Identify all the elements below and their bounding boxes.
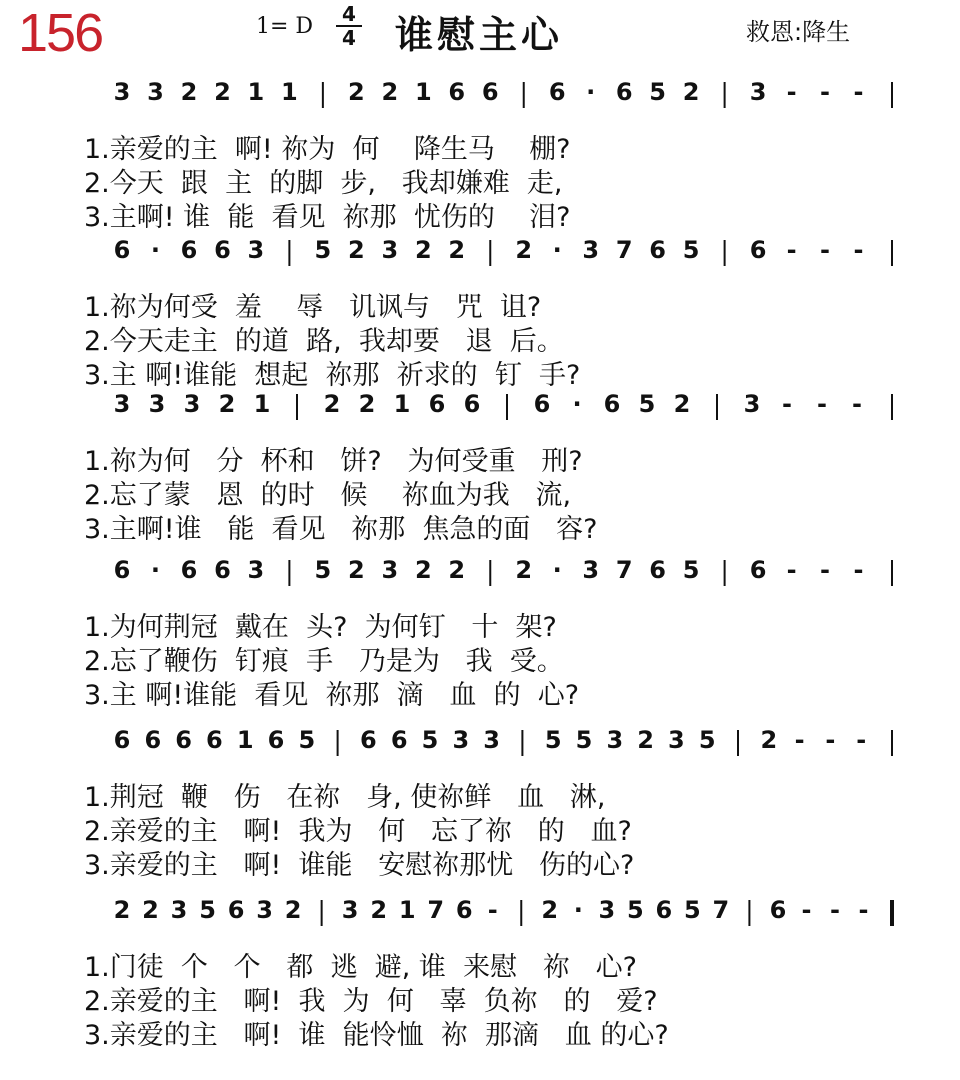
note: - — [794, 726, 805, 754]
note: 1 — [281, 78, 298, 106]
note: 5 — [421, 726, 439, 754]
note: 6 — [180, 556, 198, 584]
note: - — [856, 726, 867, 754]
note: 6 — [267, 726, 285, 754]
note: 2 — [682, 78, 700, 106]
note: - — [829, 896, 840, 924]
note: 7 — [712, 896, 730, 924]
note: 3 — [113, 390, 131, 418]
note: 6 — [749, 556, 767, 584]
note: 6 — [455, 896, 473, 924]
hymn-number: 156 — [18, 3, 103, 63]
note: 6 — [214, 236, 231, 264]
note: 2 — [541, 896, 559, 924]
note: 1 — [398, 896, 416, 924]
lyric-line: 1.荆冠 鞭 伤 在祢 身, 使祢鲜 血 淋, — [84, 782, 606, 813]
note: 3 — [247, 556, 265, 584]
note: 5 — [314, 236, 332, 264]
note: 6 — [769, 896, 787, 924]
note: - — [820, 236, 831, 264]
note: 3 — [381, 556, 399, 584]
note: 7 — [615, 556, 633, 584]
note: 3 — [743, 390, 761, 418]
note: 6 — [113, 726, 131, 754]
note: - — [782, 390, 792, 418]
note: - — [817, 390, 827, 418]
note: 2 — [347, 236, 365, 264]
note: 5 — [682, 236, 700, 264]
lyric-line: 2.亲爱的主 啊! 我 为 何 辜 负祢 的 爱? — [84, 986, 658, 1017]
lyric-line: 1.门徒 个 个 都 逃 避, 谁 来慰 祢 心? — [84, 952, 637, 983]
note: · — [552, 556, 562, 584]
note: 2 — [515, 556, 533, 584]
note: 6 — [749, 236, 767, 264]
note: 6 — [649, 236, 667, 264]
note: - — [853, 556, 864, 584]
note: 3 — [148, 390, 166, 418]
note: 3 — [606, 726, 624, 754]
lyric-line: 3.主啊!谁 能 看见 祢那 焦急的面 容? — [84, 514, 598, 545]
note: 1 — [393, 390, 411, 418]
note: 5 — [649, 78, 667, 106]
note: 3 — [668, 726, 685, 754]
note: - — [786, 236, 797, 264]
note: 2 — [180, 78, 198, 106]
lyric-line: 2.忘了蒙 恩 的时 候 祢血为我 流, — [84, 480, 572, 511]
note: 5 — [698, 726, 716, 754]
note: 6 — [214, 556, 231, 584]
note: 3 — [582, 236, 600, 264]
note: 5 — [199, 896, 216, 924]
note: 3 — [341, 896, 359, 924]
note: - — [853, 236, 864, 264]
note: - — [825, 726, 836, 754]
note: 3 — [381, 236, 399, 264]
note: 3 — [113, 78, 131, 106]
note: 6 — [533, 390, 551, 418]
note: 6 — [548, 78, 566, 106]
note: 2 — [637, 726, 654, 754]
note: 1 — [236, 726, 254, 754]
lyric-line: 2.今天 跟 主 的脚 步, 我却嫌难 走, — [84, 168, 563, 199]
note: 2 — [673, 390, 691, 418]
note: · — [150, 556, 161, 584]
lyric-line: 3.亲爱的主 啊! 谁能 安慰祢那忧 伤的心? — [84, 850, 635, 881]
lyric-line: 1.祢为何受 羞 辱 讥讽与 咒 诅? — [84, 292, 542, 323]
note: · — [572, 390, 582, 418]
note: 3 — [183, 390, 201, 418]
note: 6 — [180, 236, 198, 264]
note: - — [852, 390, 862, 418]
note: - — [820, 556, 831, 584]
note: 3 — [452, 726, 470, 754]
note: 1 — [414, 78, 432, 106]
note: 2 — [113, 896, 131, 924]
note: - — [786, 556, 797, 584]
note: 6 — [428, 390, 446, 418]
note: 6 — [655, 896, 673, 924]
note: 2 — [218, 390, 236, 418]
note: 2 — [414, 236, 432, 264]
note: 3 — [582, 556, 600, 584]
note: 2 — [760, 726, 778, 754]
note: 6 — [448, 78, 466, 106]
note: 6 — [175, 726, 192, 754]
note: 1 — [253, 390, 271, 418]
note: 7 — [615, 236, 633, 264]
note: 2 — [370, 896, 388, 924]
lyric-line: 3.主 啊!谁能 看见 祢那 滴 血 的 心? — [84, 680, 580, 711]
note: 2 — [358, 390, 376, 418]
note: 2 — [515, 236, 533, 264]
note: 5 — [298, 726, 316, 754]
note: 5 — [638, 390, 656, 418]
note: 5 — [682, 556, 700, 584]
note: 6 — [463, 390, 481, 418]
note: - — [820, 78, 831, 106]
note: 3 — [170, 896, 188, 924]
note: 6 — [113, 556, 131, 584]
note: 2 — [214, 78, 231, 106]
lyric-line: 1.为何荆冠 戴在 头? 为何钉 十 架? — [84, 612, 557, 643]
note: 2 — [414, 556, 432, 584]
note: 1 — [247, 78, 265, 106]
note: 6 — [227, 896, 245, 924]
hymn-title: 谁慰主心 — [395, 13, 564, 57]
hymn-author: 救恩:降生 — [746, 18, 851, 46]
note: 3 — [247, 236, 265, 264]
note: 2 — [448, 556, 466, 584]
note: 3 — [749, 78, 767, 106]
note: - — [853, 78, 864, 106]
lyric-line: 1.亲爱的主 啊! 祢为 何 降生马 棚? — [84, 134, 571, 165]
note: 5 — [314, 556, 332, 584]
note: 6 — [390, 726, 408, 754]
note: 6 — [615, 78, 633, 106]
note: 3 — [256, 896, 273, 924]
lyric-line: 3.主 啊!谁能 想起 祢那 祈求的 钉 手? — [84, 360, 581, 391]
lyric-line: 2.亲爱的主 啊! 我为 何 忘了祢 的 血? — [84, 816, 632, 847]
note: 5 — [575, 726, 593, 754]
note: 6 — [144, 726, 162, 754]
lyric-line: 2.今天走主 的道 路, 我却要 退 后。 — [84, 326, 564, 357]
note: 2 — [142, 896, 159, 924]
note: 5 — [544, 726, 562, 754]
note: 6 — [481, 78, 499, 106]
note: 3 — [598, 896, 616, 924]
note: 6 — [649, 556, 667, 584]
note: 5 — [684, 896, 701, 924]
note: · — [150, 236, 161, 264]
note: 3 — [483, 726, 500, 754]
note: - — [487, 896, 498, 924]
note: 2 — [347, 78, 365, 106]
note: 2 — [381, 78, 399, 106]
note: 6 — [603, 390, 621, 418]
note: · — [573, 896, 583, 924]
note: - — [858, 896, 869, 924]
note: 2 — [448, 236, 466, 264]
note: 3 — [147, 78, 164, 106]
meter-top: 4 — [342, 2, 356, 26]
key-signature: 1= D — [256, 14, 314, 39]
note: · — [586, 78, 596, 106]
meter-bottom: 4 — [342, 26, 356, 50]
note: 6 — [360, 726, 377, 754]
note: 2 — [284, 896, 302, 924]
note: 7 — [427, 896, 445, 924]
lyric-line: 3.主啊! 谁 能 看见 祢那 忧伤的 泪? — [84, 202, 571, 233]
note: - — [801, 896, 812, 924]
note: 6 — [113, 236, 131, 264]
note: · — [552, 236, 562, 264]
note: 2 — [323, 390, 341, 418]
note: 2 — [347, 556, 365, 584]
lyric-line: 3.亲爱的主 啊! 谁 能怜恤 祢 那滴 血 的心? — [84, 1020, 669, 1051]
note: 5 — [626, 896, 644, 924]
note: 6 — [206, 726, 223, 754]
lyric-line: 2.忘了鞭伤 钉痕 手 乃是为 我 受。 — [84, 646, 564, 677]
lyric-line: 1.祢为何 分 杯和 饼? 为何受重 刑? — [84, 446, 583, 477]
note: - — [786, 78, 797, 106]
